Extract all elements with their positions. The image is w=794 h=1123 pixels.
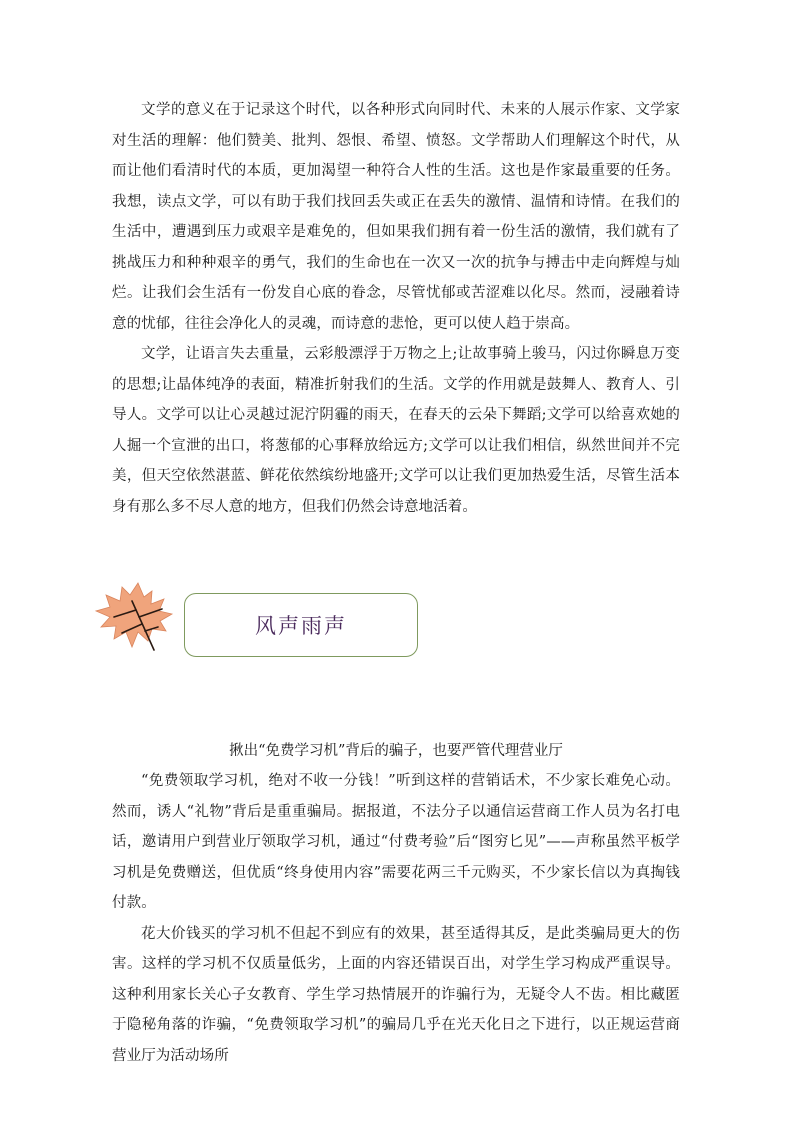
article-paragraph-2: 花大价钱买的学习机不但起不到应有的效果，甚至适得其反，是此类骗局更大的伤害。这样的学习机不仅质量低劣，上面的内容还错误百出，对学生学习构成严重误导。这种利用家长关心子女教育、学生学习热情展开的诈骗行为，无疑令人不齿。相比藏匿于隐秘角落的诈骗，“免费领取学习机”的骗局几乎在光天化日之下进行，以正规运营商营业厅为活动场所 [112, 925, 680, 1064]
article-paragraph-1: “免费领取学习机，绝对不收一分钱！”听到这样的营销话术，不少家长难免心动。然而，诱人“礼物”背后是重重骗局。据报道，不法分子以通信运营商工作人员为名打电话，邀请用户到营业厅领取学习机，通过“付费考验”后“图穷匕见”——声称虽然平板学习机是免费赠送，但优质“终身使用内容”需要花两三千元购买，不少家长信以为真掏钱付款。 [112, 773, 680, 911]
essay-paragraph-1: 文学的意义在于记录这个时代，以各种形式向同时代、未来的人展示作家、文学家对生活的理解：他们赞美、批判、怨恨、希望、愤怒。文学帮助人们理解这个时代，从而让他们看清时代的本质，更加渴望一种符合人性的生活。这也是作家最重要的任务。我想，读点文学，可以有助于我们找回丢失或正在丢失的激情、温情和诗情。在我们的生活中，遭遇到压力或艰辛是难免的，但如果我们拥有着一份生活的激情，我们就有了挑战压力和种种艰辛的勇气，我们的生命也在一次又一次的抗争与搏击中走向辉煌与灿烂。让我们会生活有一份发自心底的眷念，尽管忧郁或苦涩难以化尽。然而，浸融着诗意的忧郁，往往会净化人的灵魂，而诗意的悲怆，更可以使人趋于崇高。 [112, 102, 680, 332]
essay-paragraph-2: 文学，让语言失去重量，云彩般漂浮于万物之上;让故事骑上骏马，闪过你瞬息万变的思想;让晶体纯净的表面，精准折射我们的生活。文学的作用就是鼓舞人、教育人、引导人。文学可以让心灵越过泥泞阴霾的雨天，在春天的云朵下舞蹈;文学可以给喜欢她的人掘一个宣泄的出口，将葱郁的心事释放给远方;文学可以让我们相信，纵然世间并不完美，但天空依然湛蓝、鲜花依然缤纷地盛开;文学可以让我们更加热爱生活，尽管生活本身有那么多不尽人意的地方，但我们仍然会诗意地活着。 [112, 346, 680, 515]
essay-section [112, 95, 680, 522]
article-title: 揪出“免费学习机”背后的骗子，也要严管代理营业厅 [229, 743, 563, 759]
section-title: 风声雨声 [255, 614, 347, 638]
maple-leaf-icon [92, 577, 176, 653]
section-heading-box [184, 593, 418, 657]
article-body [112, 766, 680, 1071]
maple-leaf-shape [96, 583, 172, 647]
